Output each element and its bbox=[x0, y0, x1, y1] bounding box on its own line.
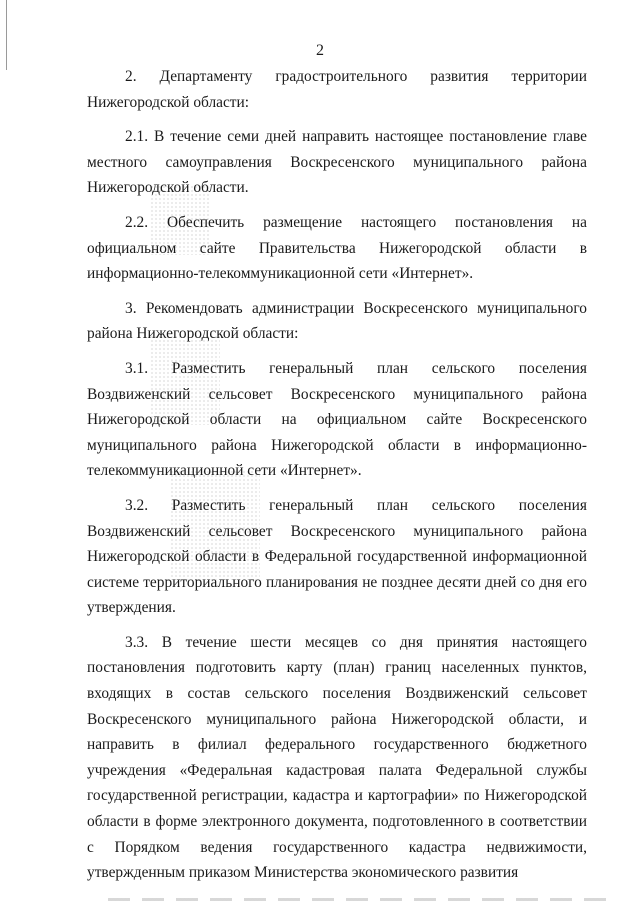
paragraph-2-2: 2.2. Обеспечить размещение настоящего постановления на официальном сайте Правительства Нижегородской области в информационно-телекоммуникационной сети «Интернет». bbox=[87, 213, 587, 283]
paragraph-3-2: 3.2. Разместить генеральный план сельского поселения Воздвиженский сельсовет Воскресенского муниципального района Нижегородской области в Федеральной государственной информационной системе территориального планирования не позднее десяти дней со дня его утверждения. bbox=[87, 496, 587, 617]
page-number: 2 bbox=[316, 42, 324, 59]
paragraph-2: 2. Департаменту градостроительного развития территории Нижегородской области: bbox=[87, 68, 587, 111]
next-page-bleed-through bbox=[108, 898, 608, 901]
paragraph-3-3: 3.3. В течение шести месяцев со дня принятия настоящего постановления подготовить карту (план) границ населенных пунктов, входящих в состав сельского поселения Воздвиженский сельсовет Воскресенского муниципального района Нижегородской области, и направить в филиал федерального государственного бюджетного учреждения «Федеральная кадастровая палата Федеральной службы государственной регистрации, кадастра и картографии» по Нижегородской области в форме электронного документа, подготовленного в соответствии с Порядком ведения государственного кадастра недвижимости, утвержденным приказом Министерства экономического развития bbox=[87, 633, 587, 882]
paragraph-3: 3. Рекомендовать администрации Воскресенского муниципального района Нижегородской области: bbox=[87, 299, 587, 343]
document-body bbox=[87, 64, 587, 887]
paragraph-3-1: 3.1. Разместить генеральный план сельского поселения Воздвиженский сельсовет Воскресенского муниципального района Нижегородской области на официальном сайте Воскресенского муниципального района Нижегородской области в информационно-телекоммуникационной сети «Интернет». bbox=[87, 359, 587, 480]
paragraph-2-1: 2.1. В течение семи дней направить настоящее постановление главе местного самоуправления Воскресенского муниципального района Нижегородской области. bbox=[87, 128, 587, 197]
